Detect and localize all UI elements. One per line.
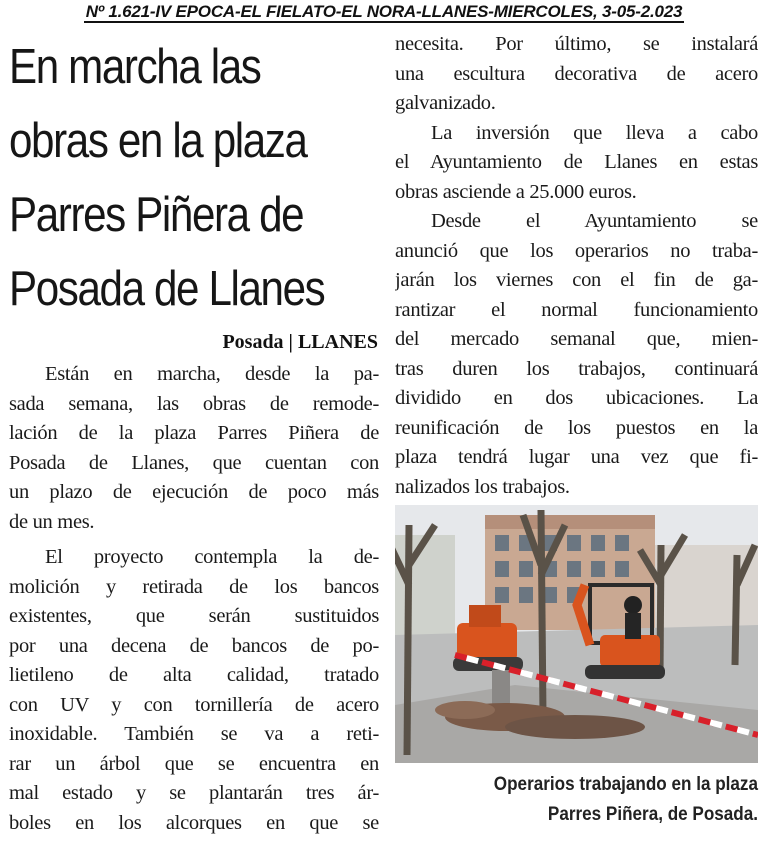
- text-line: un plazo de ejecución de poco más: [9, 481, 379, 503]
- photo-caption: [395, 770, 758, 830]
- text-line: Desde el Ayuntamiento se: [431, 210, 758, 232]
- text-line: rantizar el normal funcionamiento: [395, 298, 758, 321]
- text-line: sada semana, las obras de remode-: [9, 392, 379, 415]
- headline-line: obras en la plaza: [9, 114, 307, 168]
- text-line: una escultura decorativa de acero: [395, 62, 758, 85]
- issue-header: [0, 2, 768, 22]
- text-line: anunció que los operarios no traba-: [395, 239, 758, 262]
- right-column: [395, 30, 758, 502]
- paragraph: [395, 207, 758, 502]
- text-line: nalizados los trabajos.: [395, 475, 570, 498]
- text-line: el Ayuntamiento de Llanes en estas: [395, 151, 758, 173]
- text-line: rar un árbol que se encuentra en: [9, 752, 379, 775]
- text-line: de un mes.: [9, 510, 95, 533]
- text-line: El proyecto contempla la de-: [45, 546, 379, 568]
- headline-line: Parres Piñera de: [9, 188, 304, 242]
- text-line: galvanizado.: [395, 92, 496, 114]
- caption-line: Operarios trabajando en la plaza: [493, 774, 758, 795]
- text-line: obras asciende a 25.000 euros.: [395, 180, 637, 203]
- text-line: boles en los alcorques en que se: [9, 811, 379, 834]
- text-line: tras duren los trabajos, continuará: [395, 357, 758, 380]
- text-line: del mercado semanal que, mien-: [395, 328, 758, 350]
- text-line: mal estado y se plantarán tres ár-: [9, 782, 379, 804]
- headline-line: Posada de Llanes: [9, 262, 325, 316]
- text-line: La inversión que lleva a cabo: [431, 121, 758, 144]
- text-line: por una decena de bancos de po-: [9, 634, 379, 657]
- issue-header-text: Nº 1.621-IV EPOCA-EL FIELATO-EL NORA-LLANES-MIERCOLES, 3-05-2.023: [85, 2, 683, 21]
- paragraph: [9, 543, 379, 838]
- text-line: reunificación de los puestos en la: [395, 416, 758, 439]
- paragraph: [395, 30, 758, 119]
- text-line: lación de la plaza Parres Piñera de: [9, 422, 379, 444]
- paragraph: [395, 119, 758, 208]
- caption-line: Parres Piñera, de Posada.: [547, 804, 758, 825]
- paragraph: [9, 360, 379, 537]
- byline: Posada | LLANES: [222, 331, 378, 353]
- news-photo: [395, 505, 758, 763]
- text-line: necesita. Por último, se instalará: [395, 33, 758, 55]
- text-line: jarán los viernes con el fin de ga-: [395, 269, 758, 291]
- text-line: Están en marcha, desde la pa-: [45, 363, 379, 385]
- left-column: [9, 360, 379, 838]
- text-line: dividido en dos ubicaciones. La: [395, 387, 758, 409]
- building-left: [395, 535, 455, 645]
- text-line: plaza tendrá lugar una vez que fi-: [395, 446, 758, 468]
- text-line: con UV y con tornillería de acero: [9, 693, 379, 716]
- text-line: molición y retirada de los bancos: [9, 575, 379, 598]
- text-line: Posada de Llanes, que cuentan con: [9, 451, 379, 474]
- text-line: lietileno de alta calidad, tratado: [9, 664, 379, 686]
- text-line: existentes, que serán sustituidos: [9, 605, 379, 627]
- text-line: inoxidable. También se va a reti-: [9, 723, 379, 745]
- headline-line: En marcha las: [9, 40, 261, 94]
- article-headline: [9, 30, 332, 326]
- plaza-works-illustration: [395, 505, 758, 763]
